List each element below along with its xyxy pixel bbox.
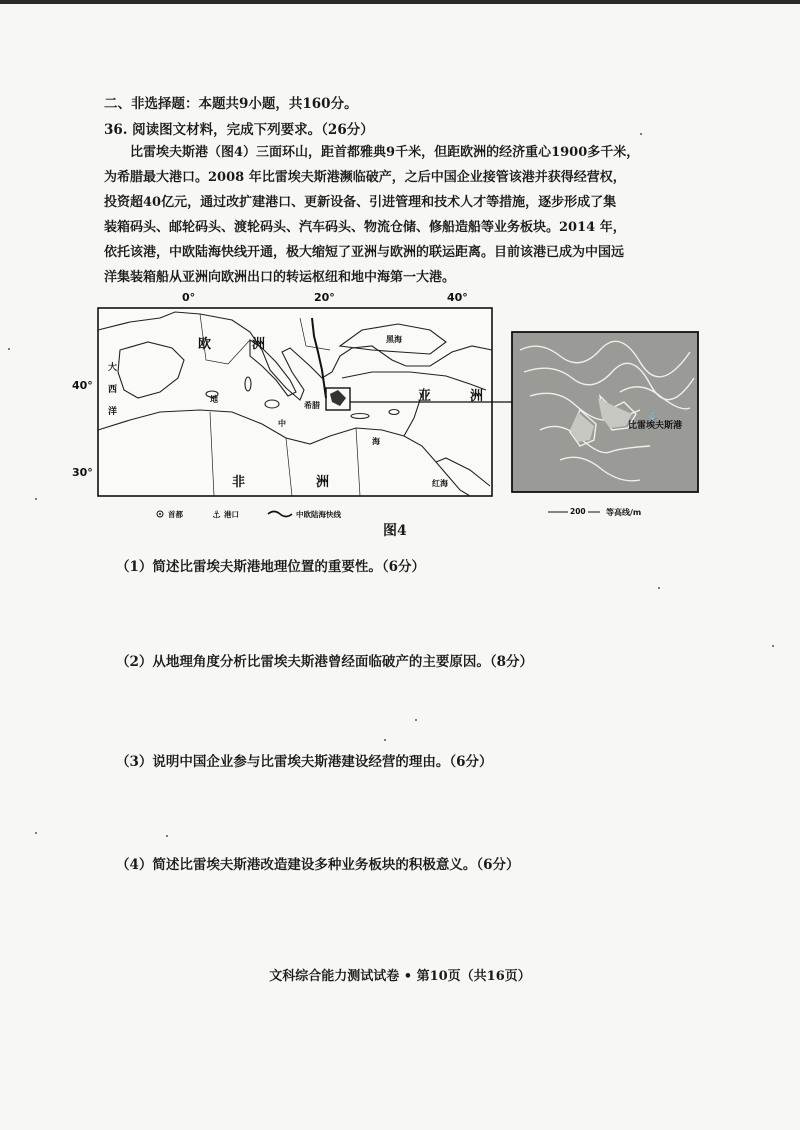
lon-label-40: 40°	[447, 291, 468, 304]
anchor-icon: ⚓	[212, 510, 221, 521]
sub-question-4: （4）简述比雷埃夫斯港改造建设多种业务板块的积极意义。（6分）	[116, 857, 520, 873]
figure-caption: 图4	[383, 523, 407, 539]
scan-speck	[772, 645, 774, 647]
label-asia-1: 亚	[418, 389, 432, 404]
sub-question-2: （2）从地理角度分析比雷埃夫斯港曾经面临破产的主要原因。（8分）	[116, 654, 534, 670]
label-black-sea: 黑海	[386, 335, 402, 344]
sub-question-1: （1）简述比雷埃夫斯港地理位置的重要性。（6分）	[116, 559, 426, 575]
label-africa-2: 洲	[316, 475, 330, 490]
lat-label-40: 40°	[72, 379, 93, 392]
passage-line: 洋集装箱船从亚洲向欧洲出口的转运枢纽和地中海第一大港。	[104, 270, 456, 285]
lon-label-20: 20°	[314, 291, 335, 304]
passage-line: 投资超40亿元，通过改扩建港口、更新设备、引进管理和技术人才等措施，逐步形成了集	[104, 195, 617, 210]
label-atlantic-2: 西	[108, 385, 118, 395]
label-red-sea: 红海	[432, 479, 448, 488]
scan-speck	[640, 133, 642, 135]
page-footer: 文科综合能力测试试卷 • 第10页（共16页）	[269, 969, 531, 984]
label-europe-2: 洲	[252, 337, 266, 352]
legend-capital: 首都	[168, 510, 183, 519]
label-atlantic-3: 洋	[108, 407, 118, 417]
label-atlantic-1: 大	[108, 363, 118, 373]
label-med-2: 中	[278, 419, 286, 428]
passage-line: 依托该港，中欧陆海快线开通，极大缩短了亚洲与欧洲的联运距离。目前该港已成为中国远	[104, 245, 625, 260]
label-med-3: 海	[372, 437, 380, 446]
inset-anchor-icon: ⚓	[648, 411, 660, 421]
contour-value: 200	[570, 507, 586, 516]
passage-line: 装箱码头、邮轮码头、渡轮码头、汽车码头、物流仓储、修船造船等业务板块。2014 年，	[104, 220, 626, 235]
passage-line: 比雷埃夫斯港（图4）三面环山，距首都雅典9千米，但距欧洲的经济重心1900多千米，	[130, 145, 640, 160]
inset-map	[512, 332, 698, 492]
label-med-1: 地	[210, 395, 218, 404]
passage-line: 为希腊最大港口。2008 年比雷埃夫斯港濒临破产，之后中国企业接管该港并获得经营权，	[104, 170, 626, 185]
question-title: 36. 阅读图文材料，完成下列要求。（26分）	[104, 122, 374, 138]
sub-question-3: （3）说明中国企业参与比雷埃夫斯港建设经营的理由。（6分）	[116, 754, 493, 770]
label-greece: 希腊	[304, 401, 320, 410]
legend-railway: 中欧陆海快线	[296, 510, 341, 519]
scan-speck	[415, 719, 417, 721]
label-africa-1: 非	[232, 475, 246, 490]
scan-speck	[8, 348, 10, 350]
label-asia-2: 洲	[470, 389, 484, 404]
scan-speck	[35, 832, 37, 834]
passage	[104, 140, 694, 290]
section-header: 二、非选择题：本题共9小题，共160分。	[104, 96, 358, 112]
scan-speck	[658, 587, 660, 589]
railway-legend-icon	[268, 512, 292, 517]
mediterranean-map	[0, 285, 800, 550]
legend-port: 港口	[224, 510, 239, 519]
scan-speck	[166, 835, 168, 837]
inset-port-label: 比雷埃夫斯港	[628, 421, 683, 431]
scan-edge	[0, 0, 800, 4]
scan-speck	[35, 498, 37, 500]
contour-unit: 等高线/m	[606, 508, 642, 517]
scan-speck	[384, 739, 386, 741]
lon-label-0: 0°	[182, 291, 196, 304]
lat-label-30: 30°	[72, 466, 93, 479]
label-europe-1: 欧	[198, 337, 212, 352]
